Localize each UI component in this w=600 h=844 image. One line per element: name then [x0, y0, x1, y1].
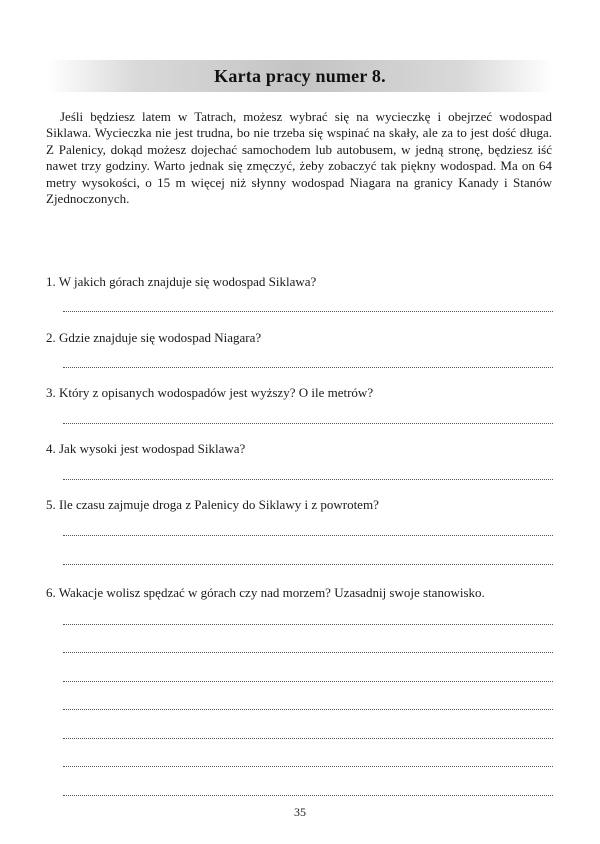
answer-line-q4[interactable] [63, 479, 553, 480]
answer-line-q1[interactable] [63, 311, 553, 312]
answer-line-q6-2[interactable] [63, 652, 553, 653]
answer-line-q6-4[interactable] [63, 709, 553, 710]
title-banner [46, 60, 554, 92]
intro-paragraph: Jeśli będziesz latem w Tatrach, możesz wybrać się na wycieczkę i obejrzeć wodospad Siklawa. Wycieczka nie jest trudna, bo nie trzeba się wspinać na skały, ale za to jest dość długa. Z Palenicy, dokąd możesz dojechać samochodem lub autobusem, w jedną stronę, będziesz iść nawet trzy godziny. Warto jednak się zmęczyć, żeby zobaczyć tak piękny wodospad. Ma on 64 metry wysokości, o 15 m więcej niż słynny wodospad Niagara na granicy Kanady i Stanów Zjednoczonych. [46, 109, 552, 207]
question-5: 5. Ile czasu zajmuje droga z Palenicy do Siklawy i z powrotem? [46, 497, 379, 512]
answer-line-q6-5[interactable] [63, 738, 553, 739]
answer-line-q2[interactable] [63, 367, 553, 368]
answer-line-q3[interactable] [63, 423, 553, 424]
answer-line-q6-6[interactable] [63, 766, 553, 767]
answer-line-q6-1[interactable] [63, 624, 553, 625]
question-3: 3. Który z opisanych wodospadów jest wyższy? O ile metrów? [46, 385, 374, 400]
answer-line-q5-1[interactable] [63, 535, 553, 536]
answer-line-q5-2[interactable] [63, 564, 553, 565]
question-4: 4. Jak wysoki jest wodospad Siklawa? [46, 441, 246, 456]
question-2: 2. Gdzie znajduje się wodospad Niagara? [46, 330, 262, 345]
answer-line-q6-3[interactable] [63, 681, 553, 682]
question-1: 1. W jakich górach znajduje się wodospad Siklawa? [46, 274, 317, 289]
answer-line-q6-7[interactable] [63, 795, 553, 796]
page-number: 35 [294, 805, 306, 819]
question-6: 6. Wakacje wolisz spędzać w górach czy nad morzem? Uzasadnij swoje stanowisko. [46, 585, 485, 600]
worksheet-title: Karta pracy numer 8. [214, 65, 386, 86]
